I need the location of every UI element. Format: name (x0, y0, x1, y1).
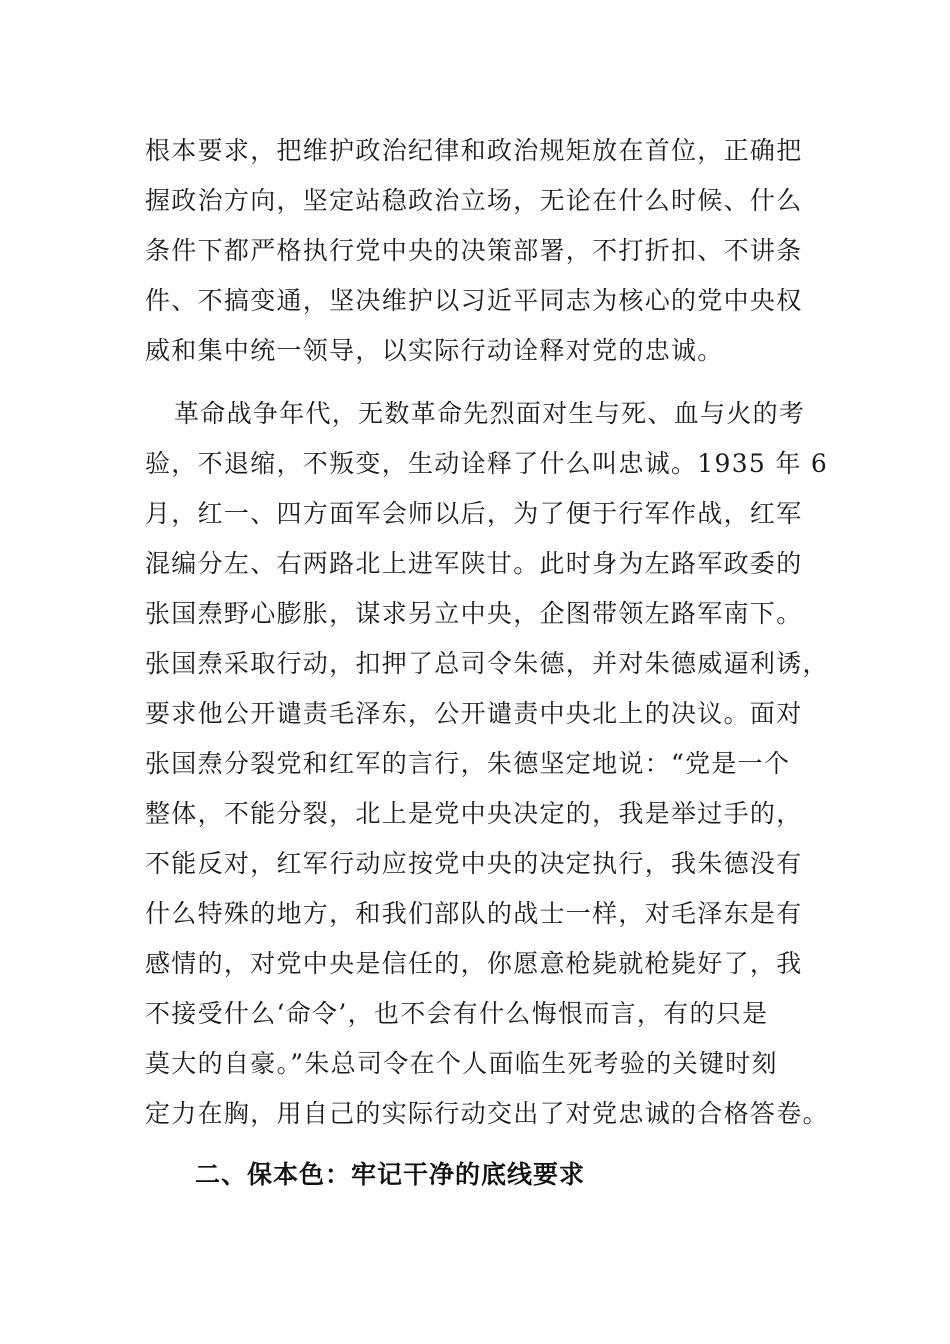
paragraph-line: 混编分左、右两路北上进军陕甘。此时身为左路军政委的 (145, 549, 803, 578)
paragraph-line: 张国焘野心膨胀，谋求另立中央，企图带领左路军南下。 (145, 599, 803, 628)
paragraph-line: 不接受什么‘命令’，也不会有什么悔恨而言，有的只是 (145, 999, 769, 1028)
paragraph-line: 定力在胸，用自己的实际行动交出了对党忠诚的合格答卷。 (145, 1099, 829, 1128)
paragraph-line: 件、不搞变通，坚决维护以习近平同志为核心的党中央权 (145, 286, 803, 315)
paragraph-line: 革命战争年代，无数革命先烈面对生与死、血与火的考 (174, 399, 806, 428)
paragraph-line: 威和集中统一领导，以实际行动诠释对党的忠诚。 (145, 336, 724, 365)
paragraph-line: 根本要求，把维护政治纪律和政治规矩放在首位，正确把 (145, 136, 803, 165)
paragraph-line: 什么特殊的地方，和我们部队的战士一样，对毛泽东是有 (145, 899, 803, 928)
paragraph-line: 不能反对，红军行动应按党中央的决定执行，我朱德没有 (145, 849, 803, 878)
paragraph-line: 感情的，对党中央是信任的，你愿意枪毙就枪毙好了，我 (145, 949, 803, 978)
paragraph-line: 张国焘采取行动，扣押了总司令朱德，并对朱德威逼利诱， (145, 649, 829, 678)
paragraph-line: 月，红一、四方面军会师以后，为了便于行军作战，红军 (145, 499, 803, 528)
paragraph-line: 莫大的自豪。”朱总司令在个人面临生死考验的关键时刻 (145, 1049, 778, 1078)
paragraph-line: 张国焘分裂党和红军的言行，朱德坚定地说：“党是一个 (145, 749, 791, 778)
paragraph-line: 要求他公开谴责毛泽东，公开谴责中央北上的决议。面对 (145, 699, 803, 728)
paragraph-line: 整体，不能分裂，北上是党中央决定的，我是举过手的， (145, 799, 803, 828)
paragraph-line: 条件下都严格执行党中央的决策部署，不打折扣、不讲条 (145, 236, 803, 265)
section-heading: 二、保本色：牢记干净的底线要求 (195, 1160, 586, 1189)
paragraph-line: 验，不退缩，不叛变，生动诠释了什么叫忠诚。1935 年 6 (145, 449, 829, 478)
paragraph-line: 握政治方向，坚定站稳政治立场，无论在什么时候、什么 (145, 186, 803, 215)
